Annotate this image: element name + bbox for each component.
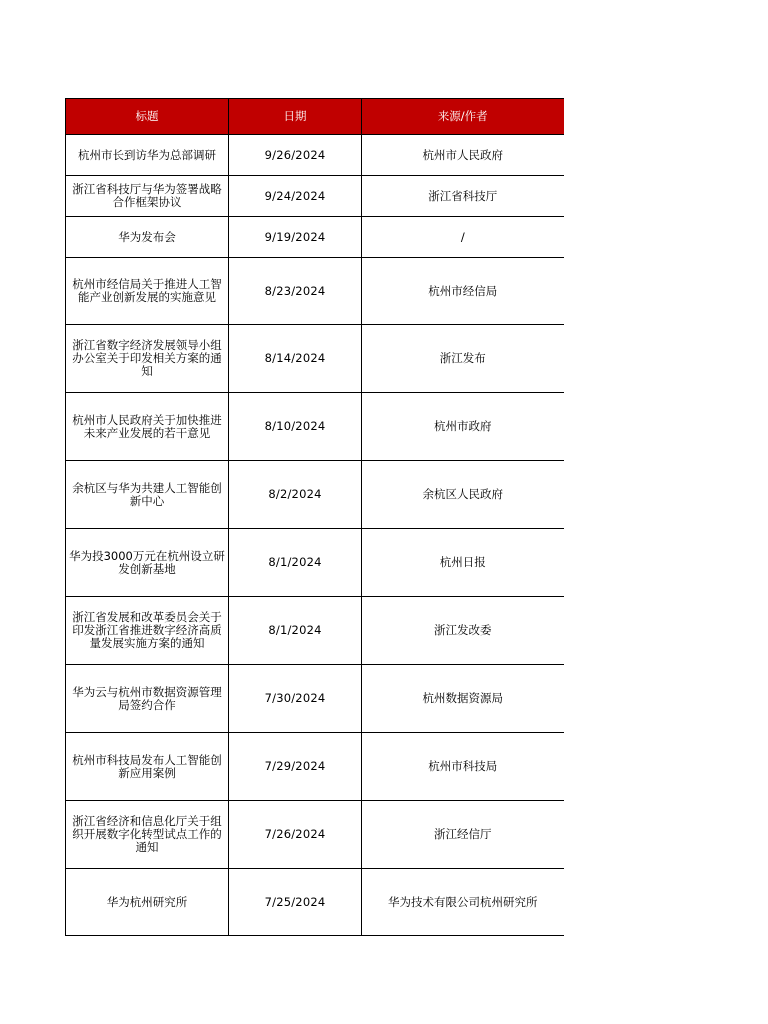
- cell-date[interactable]: 8/1/2024: [229, 597, 362, 665]
- cell-source[interactable]: 杭州日报: [362, 529, 564, 597]
- cell-title[interactable]: 浙江省经济和信息化厅关于组织开展数字化转型试点工作的通知: [66, 801, 229, 869]
- table-row: [66, 597, 564, 665]
- cell-date[interactable]: 9/24/2024: [229, 176, 362, 217]
- cell-source[interactable]: 浙江经信厅: [362, 801, 564, 869]
- cell-source[interactable]: 杭州市政府: [362, 393, 564, 461]
- cell-title[interactable]: 华为投3000万元在杭州设立研发创新基地: [66, 529, 229, 597]
- cell-date[interactable]: 8/14/2024: [229, 325, 362, 393]
- cell-date[interactable]: 7/29/2024: [229, 733, 362, 801]
- cell-source[interactable]: /: [362, 217, 564, 258]
- cell-date[interactable]: 7/26/2024: [229, 801, 362, 869]
- cell-title[interactable]: 华为发布会: [66, 217, 229, 258]
- table-row: [66, 665, 564, 733]
- header-date: 日期: [229, 99, 362, 135]
- cell-source[interactable]: 杭州市科技局: [362, 733, 564, 801]
- table-row: [66, 325, 564, 393]
- header-source: 来源/作者: [362, 99, 564, 135]
- cell-source[interactable]: 浙江发改委: [362, 597, 564, 665]
- cell-source[interactable]: 余杭区人民政府: [362, 461, 564, 529]
- cell-title[interactable]: 浙江省数字经济发展领导小组办公室关于印发相关方案的通知: [66, 325, 229, 393]
- cell-date[interactable]: 8/1/2024: [229, 529, 362, 597]
- table-row: [66, 393, 564, 461]
- table-row: [66, 258, 564, 325]
- cell-date[interactable]: 9/19/2024: [229, 217, 362, 258]
- cell-date[interactable]: 7/30/2024: [229, 665, 362, 733]
- header-title: 标题: [66, 99, 229, 135]
- news-table: [65, 98, 564, 936]
- table-row: [66, 176, 564, 217]
- cell-title[interactable]: 华为杭州研究所: [66, 869, 229, 936]
- cell-source[interactable]: 浙江发布: [362, 325, 564, 393]
- cell-title[interactable]: 华为云与杭州市数据资源管理局签约合作: [66, 665, 229, 733]
- cell-date[interactable]: 8/10/2024: [229, 393, 362, 461]
- cell-date[interactable]: 8/2/2024: [229, 461, 362, 529]
- table-row: [66, 135, 564, 176]
- cell-date[interactable]: 9/26/2024: [229, 135, 362, 176]
- cell-title[interactable]: 余杭区与华为共建人工智能创新中心: [66, 461, 229, 529]
- table-row: [66, 217, 564, 258]
- cell-date[interactable]: 7/25/2024: [229, 869, 362, 936]
- cell-title[interactable]: 浙江省科技厅与华为签署战略合作框架协议: [66, 176, 229, 217]
- cell-date[interactable]: 8/23/2024: [229, 258, 362, 325]
- table-row: [66, 801, 564, 869]
- cell-source[interactable]: 华为技术有限公司杭州研究所: [362, 869, 564, 936]
- cell-source[interactable]: 杭州数据资源局: [362, 665, 564, 733]
- cell-title[interactable]: 杭州市长到访华为总部调研: [66, 135, 229, 176]
- cell-source[interactable]: 杭州市经信局: [362, 258, 564, 325]
- cell-source[interactable]: 浙江省科技厅: [362, 176, 564, 217]
- table-row: [66, 529, 564, 597]
- table-row: [66, 733, 564, 801]
- cell-title[interactable]: 杭州市经信局关于推进人工智能产业创新发展的实施意见: [66, 258, 229, 325]
- table-row: [66, 461, 564, 529]
- cell-title[interactable]: 浙江省发展和改革委员会关于印发浙江省推进数字经济高质量发展实施方案的通知: [66, 597, 229, 665]
- table-row: [66, 869, 564, 936]
- header-row: [66, 99, 564, 135]
- cell-title[interactable]: 杭州市人民政府关于加快推进未来产业发展的若干意见: [66, 393, 229, 461]
- cell-source[interactable]: 杭州市人民政府: [362, 135, 564, 176]
- cell-title[interactable]: 杭州市科技局发布人工智能创新应用案例: [66, 733, 229, 801]
